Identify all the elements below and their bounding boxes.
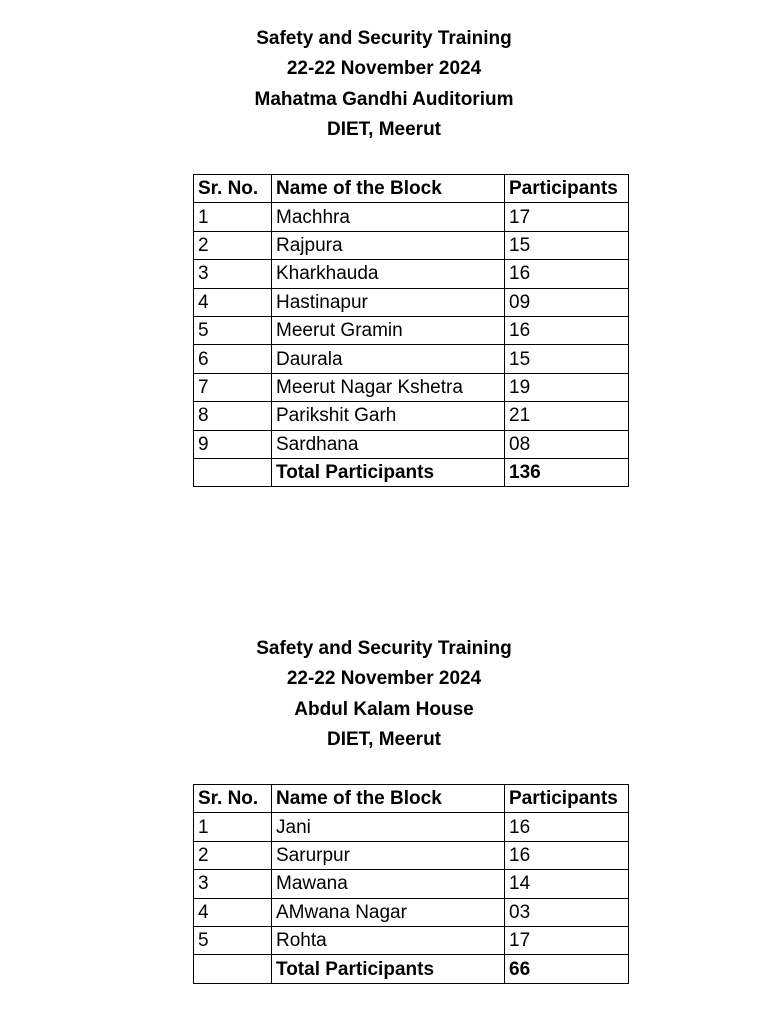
sr-no-cell: 3 [194, 260, 272, 288]
total-label: Total Participants [272, 955, 505, 983]
total-value: 66 [505, 955, 629, 983]
participants-cell: 17 [505, 203, 629, 231]
session-title: Safety and Security Training [256, 638, 512, 659]
participants-cell: 15 [505, 231, 629, 259]
block-name-cell: Rohta [272, 926, 505, 954]
sr-no-cell: 9 [194, 430, 272, 458]
block-name-cell: Sarurpur [272, 841, 505, 869]
table-row [194, 813, 629, 841]
participants-cell: 16 [505, 813, 629, 841]
column-header-sr-no: Sr. No. [194, 785, 272, 813]
sr-no-cell: 5 [194, 316, 272, 344]
participants-cell: 17 [505, 926, 629, 954]
column-header-participants: Participants [505, 175, 629, 203]
block-name-cell: Kharkhauda [272, 260, 505, 288]
table-row [194, 288, 629, 316]
block-name-cell: Mawana [272, 870, 505, 898]
participants-table [193, 174, 629, 487]
participants-cell: 16 [505, 316, 629, 344]
table-row [194, 260, 629, 288]
participants-cell: 16 [505, 841, 629, 869]
session-venue: Abdul Kalam House [294, 698, 474, 720]
session-date: 22-22 November 2024 [286, 58, 482, 80]
participants-cell: 03 [505, 898, 629, 926]
table-row [194, 345, 629, 373]
total-value: 136 [505, 458, 629, 486]
participants-table [193, 784, 629, 984]
participants-cell: 16 [505, 260, 629, 288]
table-row [194, 231, 629, 259]
sr-no-cell: 8 [194, 402, 272, 430]
sr-no-cell: 7 [194, 373, 272, 401]
table-row [194, 203, 629, 231]
training-session-1 [0, 24, 768, 484]
table-row [194, 430, 629, 458]
sr-no-cell: 1 [194, 813, 272, 841]
table-row [194, 841, 629, 869]
block-name-cell: Parikshit Garh [272, 402, 505, 430]
total-row [194, 955, 629, 983]
column-header-participants: Participants [505, 785, 629, 813]
sr-no-cell: 4 [194, 288, 272, 316]
table-header-row [194, 785, 629, 813]
participants-cell: 21 [505, 402, 629, 430]
table-row [194, 926, 629, 954]
block-name-cell: Rajpura [272, 231, 505, 259]
column-header-block: Name of the Block [272, 785, 505, 813]
empty-cell [194, 955, 272, 983]
participants-cell: 15 [505, 345, 629, 373]
total-label: Total Participants [272, 458, 505, 486]
session-location: DIET, Meerut [326, 728, 442, 750]
table-row [194, 402, 629, 430]
sr-no-cell: 2 [194, 231, 272, 259]
session-title: Safety and Security Training [256, 28, 512, 49]
block-name-cell: Machhra [272, 203, 505, 231]
participants-cell: 08 [505, 430, 629, 458]
block-name-cell: Hastinapur [272, 288, 505, 316]
training-session-2 [0, 634, 768, 980]
sr-no-cell: 5 [194, 926, 272, 954]
block-name-cell: Sardhana [272, 430, 505, 458]
table-row [194, 870, 629, 898]
participants-cell: 14 [505, 870, 629, 898]
sr-no-cell: 6 [194, 345, 272, 373]
block-name-cell: Jani [272, 813, 505, 841]
block-name-cell: Meerut Nagar Kshetra [272, 373, 505, 401]
empty-cell [194, 458, 272, 486]
block-name-cell: Daurala [272, 345, 505, 373]
session-location: DIET, Meerut [326, 118, 442, 140]
session-heading [0, 24, 768, 145]
participants-cell: 09 [505, 288, 629, 316]
column-header-sr-no: Sr. No. [194, 175, 272, 203]
block-name-cell: AMwana Nagar [272, 898, 505, 926]
session-venue: Mahatma Gandhi Auditorium [254, 88, 514, 110]
sr-no-cell: 2 [194, 841, 272, 869]
table-row [194, 373, 629, 401]
block-name-cell: Meerut Gramin [272, 316, 505, 344]
table-header-row [194, 175, 629, 203]
session-heading [0, 634, 768, 755]
sr-no-cell: 1 [194, 203, 272, 231]
sr-no-cell: 3 [194, 870, 272, 898]
table-row [194, 316, 629, 344]
table-row [194, 898, 629, 926]
session-date: 22-22 November 2024 [286, 668, 482, 690]
column-header-block: Name of the Block [272, 175, 505, 203]
total-row [194, 458, 629, 486]
sr-no-cell: 4 [194, 898, 272, 926]
participants-cell: 19 [505, 373, 629, 401]
